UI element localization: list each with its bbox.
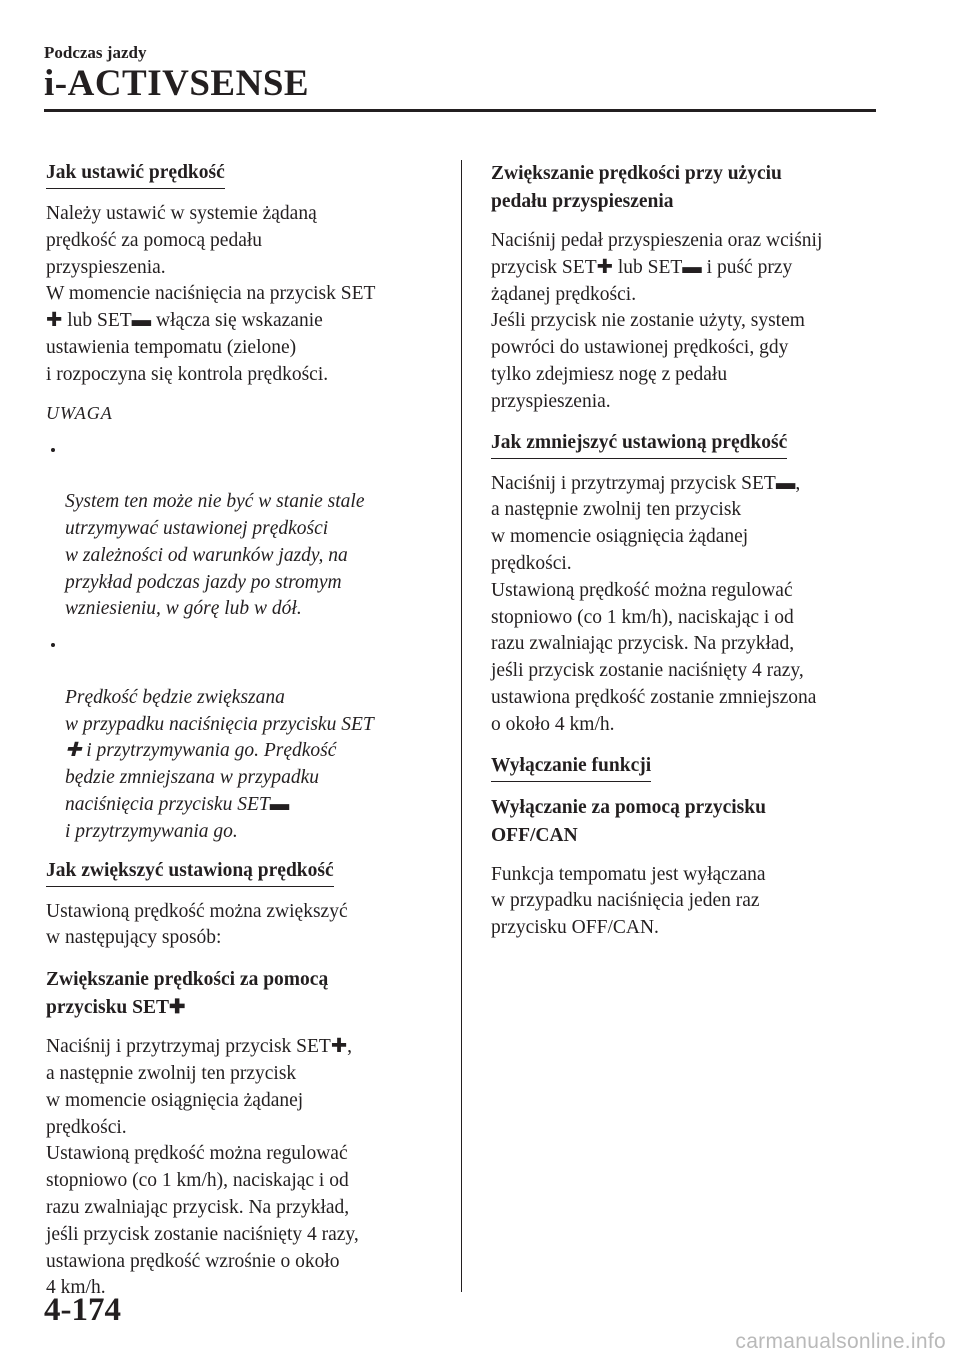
heading-cancel: Wyłączanie funkcji [491,753,651,782]
column-divider [461,160,462,1292]
note-list [46,436,446,846]
page-number: 4-174 [44,1292,121,1328]
heading-increase-speed: Jak zwiększyć ustawioną prędkość [46,858,334,887]
heading-off-can: Wyłączanie za pomocą przycisku OFF/CAN [491,796,766,846]
watermark: carmanualsonline.info [735,1330,946,1353]
header-rule [44,109,876,112]
bullet-dot-icon [51,448,55,452]
heading-set-plus: Zwiększanie prędkości za pomocą przycisku SET✚ [46,969,329,1019]
off-can-text: Funkcja tempomatu jest wyłączana w przypadku naciśnięcia jeden raz przycisku OFF/CAN. [491,863,766,939]
accelerator-text: Naciśnij pedał przyspieszenia oraz wciśnij przycisk SET✚ lub SET▬ i puść przy żądanej prędkości. Jeśli przycisk nie zostanie użyty, system powróci do ustawionej prędkości, gdy tylko zdejmiesz nogę z pedału przyspieszenia. [491,230,823,412]
set-plus-text: Naciśnij i przytrzymaj przycisk SET✚, a następnie zwolnij ten przycisk w momencie osiągnięcia żądanej prędkości. Ustawioną prędkość można regulować stopniowo (co 1 km/h), naciskając i od razu zwalniając przycisk. Na przykład, jeśli przycisk zostanie naciśnięty 4 razy, ustawiona prędkość wzrośnie o około 4 km/h. [46,1036,359,1299]
heading-accelerator: Zwiększanie prędkości przy użyciu pedału przyspieszenia [491,163,782,212]
heading-decrease-speed: Jak zmniejszyć ustawioną prędkość [491,430,787,459]
right-column [491,160,891,956]
left-column [46,160,446,1316]
note-title: UWAGA [46,402,113,423]
heading-set-speed: Jak ustawić prędkość [46,160,225,189]
section-label: Podczas jazdy [44,43,147,62]
bullet-dot-icon [51,643,55,647]
chapter-title: i-ACTIVSENSE [44,63,310,104]
note-item [46,631,446,845]
decrease-speed-text: Naciśnij i przytrzymaj przycisk SET▬, a następnie zwolnij ten przycisk w momencie osiągnięcia żądanej prędkości. Ustawioną prędkość można regulować stopniowo (co 1 km/h), naciskając i od razu zwalniając przycisk. Na przykład, jeśli przycisk zostanie naciśnięty 4 razy, ustawiona prędkość zostanie zmniejszona o około 4 km/h. [491,472,817,735]
note-item [46,436,446,624]
note-text: Prędkość będzie zwiększana w przypadku naciśnięcia przycisku SET ✚ i przytrzymywania go. Prędkość będzie zmniejszana w przypadku naciśnięcia przycisku SET▬ i przytrzymywania go. [65,686,374,842]
increase-speed-text: Ustawioną prędkość można zwiększyć w następujący sposób: [46,900,348,949]
set-speed-text: Należy ustawić w systemie żądaną prędkość za pomocą pedału przyspieszenia. W momencie naciśnięcia na przycisk SET ✚ lub SET▬ włącza się wskazanie ustawienia tempomatu (zielone) i rozpoczyna się kontrola prędkości. [46,203,376,385]
note-text: System ten może nie być w stanie stale utrzymywać ustawionej prędkości w zależności od warunków jazdy, na przykład podczas jazdy po stromym wzniesieniu, w górę lub w dół. [65,491,365,620]
